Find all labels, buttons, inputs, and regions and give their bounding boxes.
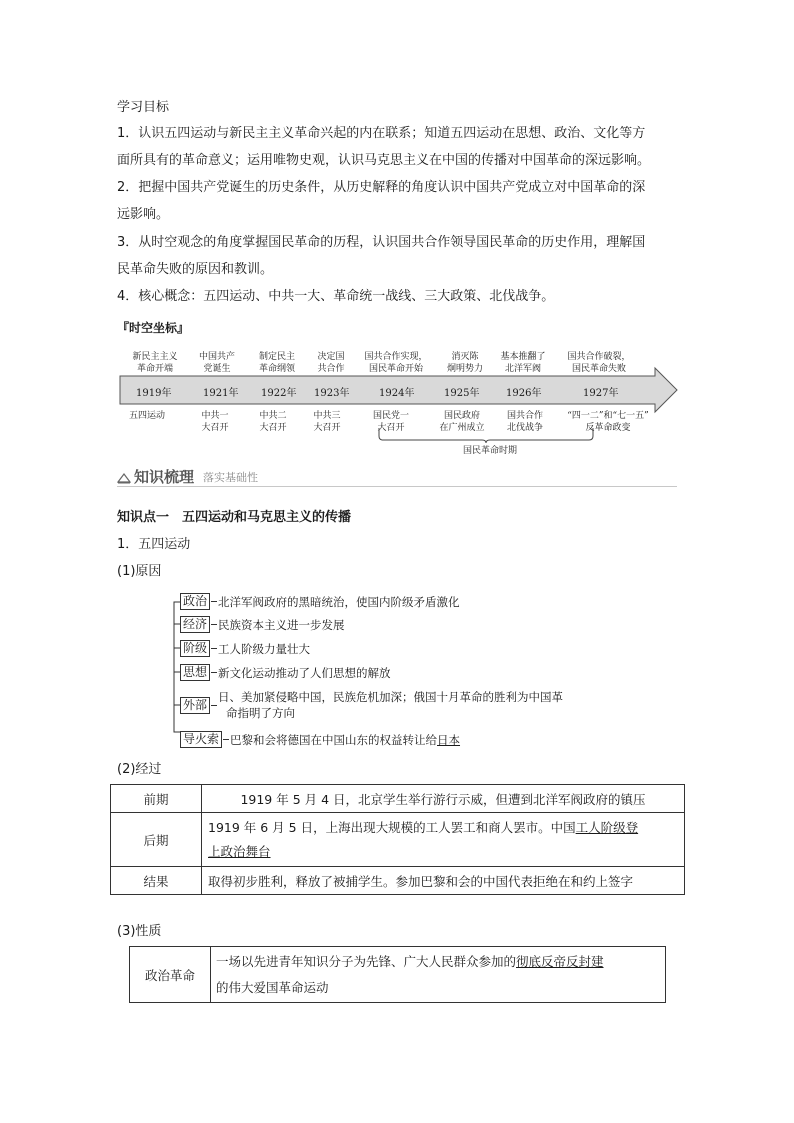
- objective-1-line1: 1．认识五四运动与新民主主义革命兴起的内在联系；知道五四运动在思想、政治、文化等方: [117, 126, 646, 141]
- event-bottom-1926: 国共合作 北伐战争: [506, 411, 543, 433]
- year-1925: 1925年: [444, 388, 480, 399]
- table-row: [130, 947, 666, 1003]
- year-1921: 1921年: [203, 388, 239, 399]
- event-bottom-1919: 五四运动: [128, 411, 165, 421]
- cause-text: 北洋军阀政府的黑暗统治，使国内阶级矛盾激化: [218, 594, 460, 609]
- cause-political: [180, 593, 460, 610]
- cause-tag: 经济: [180, 616, 210, 633]
- period-label: 国民革命时期: [463, 446, 518, 456]
- cause-text: 民族资本主义进一步发展: [218, 617, 345, 632]
- process-table: [110, 784, 685, 895]
- year-1923: 1923年: [314, 388, 350, 399]
- section-subtitle: 落实基础性: [203, 471, 258, 484]
- cause-text-underlined: 日本: [437, 732, 461, 747]
- stage-cell: 结果: [111, 867, 202, 895]
- event-bottom-1924: 国民党一 大召开: [372, 411, 409, 433]
- cause-text: 巴黎和会将德国在中国山东的权益转让给: [230, 732, 438, 747]
- nature-detail: 一场以先进青年知识分子为先锋、广大人民群众参加的彻底反帝反封建 的伟大爱国革命运动: [211, 947, 666, 1003]
- event-top-1922: 制定民主 革命纲领: [258, 352, 295, 374]
- objective-3-line1: 3．从时空观念的角度掌握国民革命的历程，认识国共合作领导国民革命的历史作用，理解国: [117, 235, 646, 250]
- cause-economic: [180, 616, 345, 633]
- stage-cell: 后期: [111, 813, 202, 867]
- event-top-1927: 国共合作破裂， 国民革命失败: [567, 352, 631, 374]
- table-row: [111, 813, 685, 867]
- table-row: [111, 785, 685, 813]
- event-top-1926: 基本推翻了 北洋军阀: [500, 352, 546, 374]
- objective-4-line1: 4．核心概念：五四运动、中共一大、革命统一战线、三大政策、北伐战争。: [117, 289, 555, 304]
- detail-cell: 取得初步胜利，释放了被捕学生。参加巴黎和会的中国代表拒绝在和约上签字: [202, 867, 685, 895]
- cause-trigger: [180, 731, 460, 748]
- event-bottom-1927: “四一二”和“七一五” 反革命政变: [567, 411, 649, 433]
- nature-label: 政治革命: [130, 947, 211, 1003]
- objective-1-line2: 面所具有的革命意义；运用唯物史观，认识马克思主义在中国的传播对中国革命的深远影响。: [117, 153, 651, 168]
- cause-tag: 导火索: [180, 731, 222, 748]
- event-top-1923: 决定国 共合作: [317, 352, 345, 374]
- timeline: [117, 344, 682, 484]
- nature-table: [129, 946, 666, 1003]
- year-1919: 1919年: [136, 388, 172, 399]
- event-top-1919: 新民主主义 革命开端: [132, 352, 178, 374]
- process-heading: (2)经过: [117, 762, 162, 777]
- point-title: 知识点一 五四运动和马克思主义的传播: [117, 510, 352, 525]
- detail-cell: 1919 年 5 月 4 日，北京学生举行游行示威，但遭到北洋军阀政府的镇压: [202, 785, 685, 813]
- objective-2-line2: 远影响。: [117, 207, 170, 222]
- event-top-1921: 中国共产 党诞生: [198, 352, 235, 374]
- cause-tag: 思想: [180, 664, 210, 681]
- nature-heading: (3)性质: [117, 924, 162, 939]
- cause-external-cont: 命指明了方向: [226, 706, 295, 720]
- objective-3-line2: 民革命失败的原因和教训。: [117, 262, 274, 277]
- book-icon: [117, 469, 131, 488]
- cause-thought: [180, 664, 391, 681]
- event-bottom-1925: 国民政府 在广州成立: [439, 411, 485, 433]
- year-1926: 1926年: [506, 388, 542, 399]
- event-bottom-1922: 中共二 大召开: [259, 411, 287, 433]
- event-top-1925: 消灭陈 炯明势力: [446, 352, 483, 374]
- event-bottom-1923: 中共三 大召开: [313, 411, 341, 433]
- table-row: [111, 867, 685, 895]
- cause-text: 日、美加紧侵略中国，民族危机加深；俄国十月革命的胜利为中国革: [218, 689, 564, 704]
- objective-2-line1: 2．把握中国共产党诞生的历史条件，从历史解释的角度认识中国共产党成立对中国革命的深: [117, 180, 646, 195]
- year-1924: 1924年: [379, 388, 415, 399]
- cause-tag: 阶级: [180, 640, 210, 657]
- detail-cell: 1919 年 6 月 5 日，上海出现大规模的工人罢工和商人罢市。中国工人阶级登 上政治舞台: [202, 813, 685, 867]
- event-top-1924: 国共合作实现， 国民革命开始: [364, 352, 428, 374]
- timeline-heading: 『时空坐标』: [117, 321, 190, 335]
- stage-cell: 前期: [111, 785, 202, 813]
- year-1927: 1927年: [583, 388, 619, 399]
- sub-heading-1: 1．五四运动: [117, 537, 191, 552]
- section-title: 知识梳理: [134, 468, 195, 486]
- section-bar: [117, 466, 677, 487]
- year-1922: 1922年: [261, 388, 297, 399]
- cause-text: 工人阶级力量壮大: [218, 641, 311, 656]
- objectives-heading: 学习目标: [117, 100, 170, 115]
- cause-tag: 外部: [180, 697, 210, 714]
- cause-text: 新文化运动推动了人们思想的解放: [218, 665, 391, 680]
- cause-tag: 政治: [180, 593, 210, 610]
- causes-heading: (1)原因: [117, 564, 162, 579]
- event-bottom-1921: 中共一 大召开: [201, 411, 229, 433]
- cause-class: [180, 640, 310, 657]
